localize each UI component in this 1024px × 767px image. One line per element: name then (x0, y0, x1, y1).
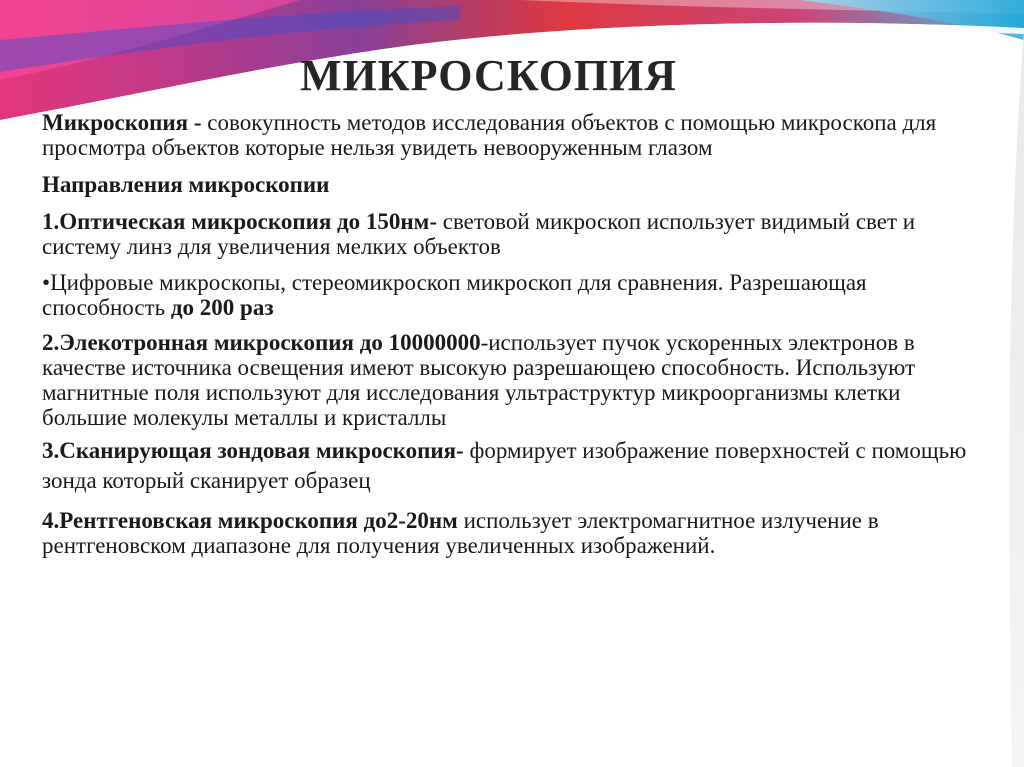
item-electron-lead: 2.Элекотронная микроскопия до 10000000 (42, 330, 481, 355)
item-scanning (42, 436, 982, 496)
item-scanning-text: формирует изображение поверхностей с помощью зонда который сканирует образец (42, 438, 967, 493)
slide-title: МИКРОСКОПИЯ (300, 51, 678, 100)
item-optical-text: световой микроскоп использует видимый свет и систему линз для увеличения мелких объектов (42, 209, 916, 259)
item-xray-text: использует электромагнитное излучение в рентгеновском диапазоне для получения увеличенных изображений. (42, 508, 879, 558)
item-optical (42, 209, 982, 259)
item-optical-lead: 1.Оптическая микроскопия до 150нм- (42, 209, 437, 234)
decorative-edge (990, 30, 1024, 767)
item-scanning-lead: 3.Сканирующая зондовая микроскопия- (42, 438, 464, 463)
item-electron-text: -использует пучок ускоренных электронов в качестве источника освещения имеют высокую разрешающею способность. Используют магнитные поля используют для исследования ультраструктур микроорганизмы клетки большие молекулы металлы и кристаллы (42, 330, 916, 430)
section-heading: Направления микроскопии (42, 172, 330, 197)
item-digital-bold: до 200 раз (170, 295, 274, 320)
definition-paragraph (42, 110, 982, 160)
item-xray-lead: 4.Рентгеновская микроскопия до2-20нм (42, 508, 458, 533)
bullet-icon: • (42, 270, 51, 295)
slide-body (42, 110, 982, 558)
item-digital (42, 270, 982, 320)
item-digital-text: Цифровые микроскопы, стереомикроскоп микроскоп для сравнения. Разрешающая способность (42, 270, 867, 320)
definition-term: Микроскопия - (42, 110, 202, 135)
item-xray (42, 508, 982, 558)
definition-text: совокупность методов исследования объектов с помощью микроскопа для просмотра объектов которые нельзя увидеть невооруженным глазом (42, 110, 937, 160)
item-electron (42, 330, 982, 430)
